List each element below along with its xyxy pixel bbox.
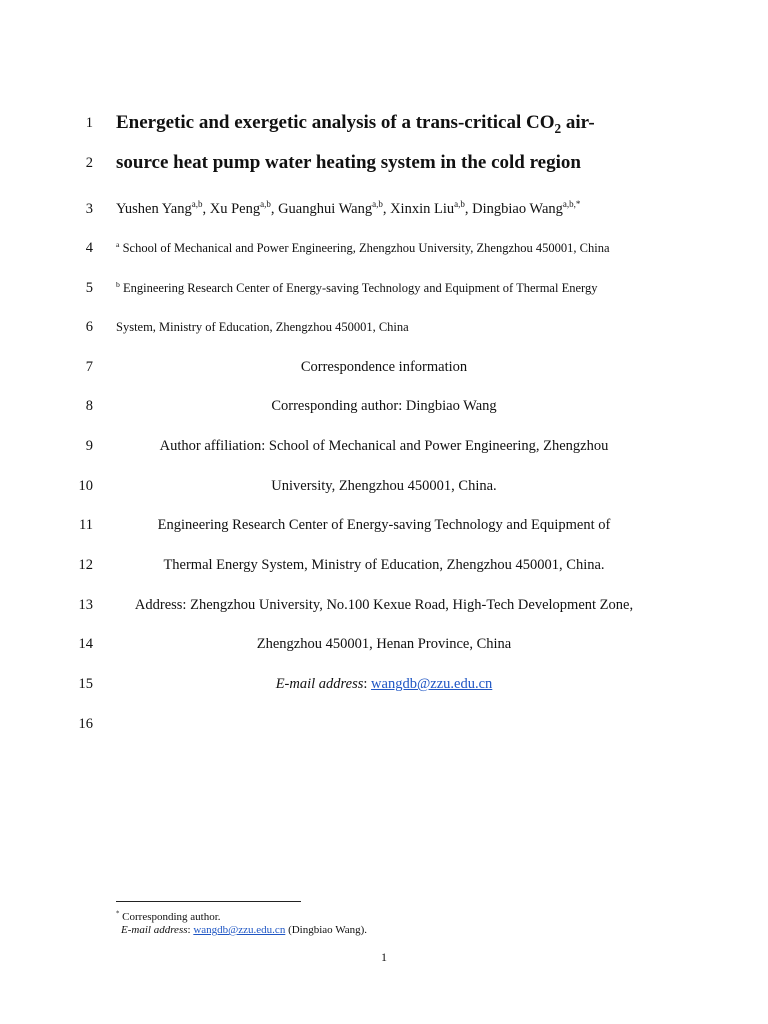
footnote-email-link[interactable]: wangdb@zzu.edu.cn (193, 924, 286, 936)
author-affiliation-line-1: Author affiliation: School of Mechanical and Power Engineering, Zhengzhou (159, 438, 609, 454)
line-number: 8 (85, 398, 93, 414)
line-number: 11 (79, 517, 93, 533)
email-label: E-mail address (275, 676, 364, 692)
address-line-1: Address: Zhengzhou University, No.100 Kexue Road, High-Tech Development Zone, (134, 597, 634, 613)
page-number: 1 (381, 950, 387, 964)
line-8 (0, 394, 768, 418)
author: Yushen Yang (116, 201, 192, 217)
line-1 (0, 111, 768, 135)
paper-title-line-2: source heat pump water heating system in the cold region (116, 152, 581, 173)
line-16 (0, 712, 768, 736)
line-number: 10 (78, 478, 93, 494)
line-number: 12 (78, 557, 93, 573)
line-4 (0, 236, 768, 260)
line-7 (0, 355, 768, 379)
line-2 (0, 151, 768, 175)
line-10 (0, 474, 768, 498)
paper-title-line-1: Energetic and exergetic analysis of a trans-critical $CO_2$ air- (116, 112, 595, 136)
email-link[interactable]: wangdb@zzu.edu.cn (371, 676, 493, 692)
line-3 (0, 197, 768, 221)
line-number: 13 (78, 597, 93, 613)
line-number: 3 (85, 201, 93, 217)
affiliation-b-line-1: $^b$ Engineering Research Center of Energy-saving Technology and Equipment of Thermal Energy (116, 279, 598, 295)
line-14 (0, 632, 768, 656)
line-number: 5 (85, 280, 93, 296)
footnote-line-2: E-mail address: wangdb@zzu.edu.cn (Dingbiao Wang). (121, 924, 368, 936)
affiliation-b-line-2: System, Ministry of Education, Zhengzhou 450001, China (116, 320, 409, 334)
footnote-divider (116, 901, 301, 902)
line-5 (0, 276, 768, 300)
author: Xinxin Liu (390, 201, 455, 217)
line-15 (0, 672, 768, 696)
email-line: E-mail address: wangdb@zzu.edu.cn (275, 676, 493, 692)
corresponding-author: Corresponding author: Dingbiao Wang (271, 398, 497, 414)
line-6 (0, 315, 768, 339)
line-number: 16 (78, 716, 93, 732)
address-line-2: Zhengzhou 450001, Henan Province, China (256, 636, 512, 652)
author: Guanghui Wang (278, 201, 373, 217)
author-list: Yushen Yang$^{a,b}$, Xu Peng$^{a,b}$, Guanghui Wang$^{a,b}$, Xinxin Liu$^{a,b}$, Dingbiao Wang$^{a,b,*}$ (116, 199, 581, 217)
footnote-line-1: * Corresponding author. (116, 910, 221, 923)
line-number: 6 (85, 319, 93, 335)
author: Xu Peng (209, 201, 261, 217)
author-affiliation-line-2: University, Zhengzhou 450001, China. (271, 478, 497, 494)
affiliation-a: $^a$ School of Mechanical and Power Engineering, Zhengzhou University, Zhengzhou 450001, China (116, 239, 610, 255)
line-9 (0, 434, 768, 458)
author-affiliation-line-3: Engineering Research Center of Energy-saving Technology and Equipment of (157, 517, 611, 533)
line-number: 15 (78, 676, 93, 692)
correspondence-heading: Correspondence information (300, 359, 468, 375)
line-11 (0, 513, 768, 537)
author-affiliation-line-4: Thermal Energy System, Ministry of Education, Zhengzhou 450001, China. (163, 557, 605, 573)
line-12 (0, 553, 768, 577)
author: Dingbiao Wang (472, 201, 563, 217)
line-13 (0, 593, 768, 617)
line-number: 2 (85, 155, 93, 171)
line-number: 7 (85, 359, 93, 375)
line-number: 14 (78, 636, 93, 652)
line-number: 4 (85, 240, 93, 256)
line-number: 9 (85, 438, 93, 454)
line-number: 1 (85, 115, 93, 131)
